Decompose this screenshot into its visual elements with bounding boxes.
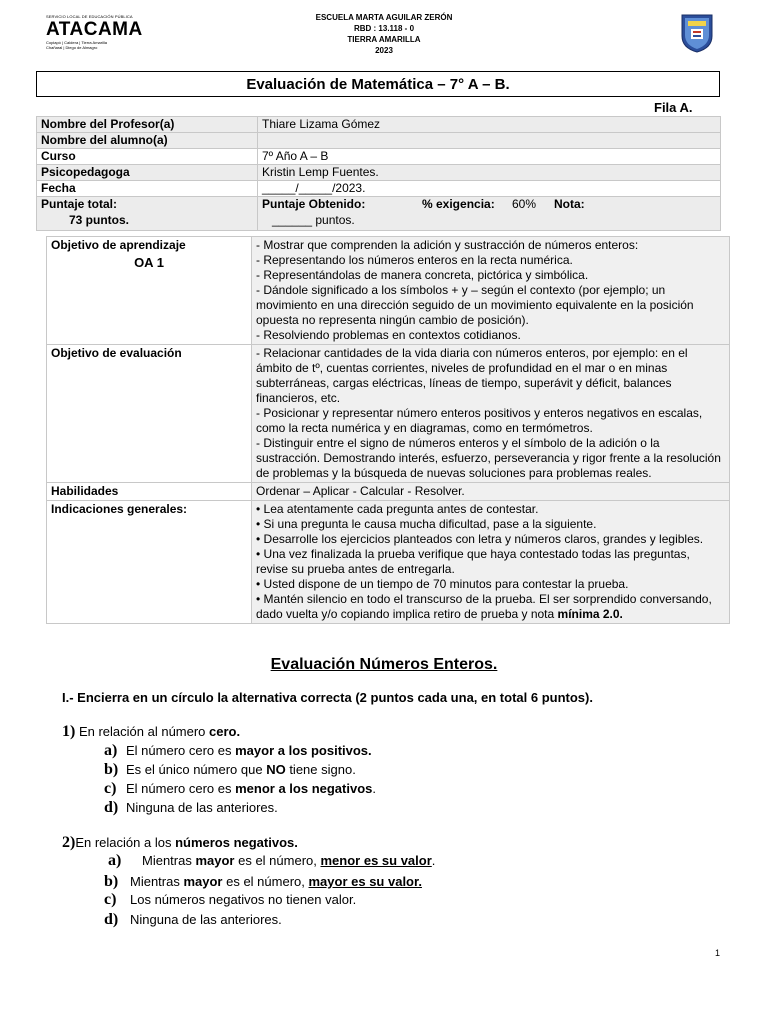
question-text-bold: cero. <box>209 724 241 739</box>
table-row <box>37 165 721 181</box>
question-2 <box>62 834 298 852</box>
option-letter: a) <box>108 852 122 869</box>
question-text: En relación al número <box>78 724 210 739</box>
table-row <box>37 133 721 149</box>
option-text: Ninguna de las anteriores. <box>126 800 278 815</box>
question-number: 2) <box>62 834 76 851</box>
list-item: • Si una pregunta le causa mucha dificultad, pase a la siguiente. <box>256 517 597 531</box>
psicopedagoga-value: Kristin Lemp Fuentes. <box>258 165 721 181</box>
list-item: - Resolviendo problemas en contextos cotidianos. <box>256 328 521 342</box>
option-letter: b) <box>104 873 119 890</box>
table-row <box>37 197 721 231</box>
exigencia-value: 60% <box>512 197 537 211</box>
option-text-bold: mayor <box>183 874 223 889</box>
table-row <box>47 345 730 483</box>
table-row <box>37 181 721 197</box>
logo-sub-line-1: Copiapó | Caldera | Tierra Amarilla <box>46 40 107 45</box>
fila-label: Fila A. <box>654 100 693 115</box>
logo-top-text: SERVICIO LOCAL DE EDUCACIÓN PÚBLICA <box>46 14 133 19</box>
option-text-bold: NO <box>266 762 286 777</box>
profesor-value: Thiare Lizama Gómez <box>258 117 721 133</box>
school-crest-icon <box>680 12 714 54</box>
option-text: Ninguna de las anteriores. <box>130 912 282 927</box>
indicaciones-label: Indicaciones generales: <box>47 501 252 624</box>
logo-brand <box>46 20 156 40</box>
question-text-bold: números negativos. <box>175 835 298 850</box>
list-item: - Distinguir entre el signo de números enteros y el símbolo de la adición o la sustracción. Demostrando interés, esfuerzo, perseverancia y rigor frente a la resolución de problemas y la búsqueda de nuevas soluciones para problemas reales. <box>256 436 721 480</box>
school-year: 2023 <box>375 46 393 55</box>
curso-label: Curso <box>37 149 258 165</box>
school-header <box>234 12 534 56</box>
school-rbd: RBD : 13.118 - 0 <box>353 24 415 33</box>
option-text: . <box>431 853 436 868</box>
profesor-label: Nombre del Profesor(a) <box>37 117 258 133</box>
alumno-label: Nombre del alumno(a) <box>37 133 258 149</box>
fecha-label: Fecha <box>37 181 258 197</box>
q1-option-b[interactable] <box>104 761 356 779</box>
table-row <box>47 483 730 501</box>
list-item: - Posicionar y representar número enteros positivos y enteros negativos en escalas, como la recta numérica y en diagramas, como en termómetros. <box>256 406 703 435</box>
option-text-bold: mayor a los positivos. <box>235 743 372 758</box>
option-text: Los números negativos no tienen valor. <box>130 892 357 907</box>
logo-sub-line-2: Chañaral | Diego de Almagro <box>46 45 98 50</box>
table-row <box>47 501 730 624</box>
curso-value: 7º Año A – B <box>258 149 721 165</box>
option-text: El número cero es <box>126 781 236 796</box>
objectives-table <box>46 236 730 624</box>
list-item: • Desarrolle los ejercicios planteados con letra y números claros, grandes y legibles. <box>256 532 704 546</box>
question-1 <box>62 723 240 741</box>
option-text: Mientras <box>130 874 184 889</box>
option-text: Mientras <box>142 853 196 868</box>
option-letter: a) <box>104 742 118 759</box>
q2-option-a[interactable] <box>108 852 435 870</box>
list-item <box>256 592 725 622</box>
list-item: - Dándole significado a los símbolos + y – según el contexto (por ejemplo; un movimiento en una dirección seguido de un movimiento equivalente en la posición opuesta no representa ningún cambio de posición). <box>256 283 694 327</box>
school-city: TIERRA AMARILLA <box>347 35 421 44</box>
option-text-bold: mayor <box>195 853 235 868</box>
option-text-bold: menor a los negativos <box>235 781 373 796</box>
indicaciones-last-bold: mínima 2.0. <box>557 607 623 621</box>
exigencia-label: % exigencia: <box>422 197 495 211</box>
logo-brand-text: ATACAMA <box>46 19 143 40</box>
option-text-underlined: menor es su valor <box>320 853 432 868</box>
list-item: • Lea atentamente cada pregunta antes de contestar. <box>256 502 539 516</box>
q2-option-d[interactable] <box>104 911 282 929</box>
option-text: es el número, <box>222 874 309 889</box>
q2-option-b[interactable] <box>104 873 422 891</box>
evaluacion-label: Objetivo de evaluación <box>47 345 252 483</box>
section-instruction: I.- Encierra en un círculo la alternativa correcta (2 puntos cada una, en total 6 puntos). <box>62 690 593 705</box>
puntaje-obtenido-label: Puntaje Obtenido: <box>262 197 366 211</box>
q1-option-a[interactable] <box>104 742 372 760</box>
puntaje-obtenido-field[interactable]: ______ puntos. <box>272 213 355 227</box>
list-item: • Una vez finalizada la prueba verifique que haya contestado todas las preguntas, revise su prueba antes de entregarla. <box>256 547 690 576</box>
school-name: ESCUELA MARTA AGUILAR ZERÓN <box>315 13 453 22</box>
aprendizaje-label: Objetivo de aprendizaje <box>51 238 186 252</box>
slep-atacama-logo <box>46 14 156 50</box>
puntaje-total-label: Puntaje total: <box>41 197 118 211</box>
evaluacion-content <box>252 345 730 483</box>
table-row <box>47 237 730 345</box>
puntaje-total-cell <box>37 197 258 231</box>
indicaciones-last-text: • Mantén silencio en todo el transcurso de la prueba. El ser sorprendido conversando, dado vuelta y/o copiando implica retiro de prueba y nota <box>256 592 712 621</box>
question-number: 1) <box>62 723 76 740</box>
list-item: - Representándolas de manera concreta, pictórica y simbólica. <box>256 268 589 282</box>
option-text: El número cero es <box>126 743 236 758</box>
option-letter: d) <box>104 911 119 928</box>
option-text: Es el único número que <box>126 762 267 777</box>
option-text: es el número, <box>234 853 321 868</box>
q2-option-c[interactable] <box>104 891 356 909</box>
aprendizaje-cell <box>47 237 252 345</box>
option-text: . <box>372 781 376 796</box>
puntaje-total-value: 73 puntos. <box>69 213 130 227</box>
exam-title: Evaluación de Matemática – 7° A – B. <box>36 71 720 97</box>
list-item: • Usted dispone de un tiempo de 70 minutos para contestar la prueba. <box>256 577 629 591</box>
habilidades-label: Habilidades <box>47 483 252 501</box>
psicopedagoga-label: Psicopedagoga <box>37 165 258 181</box>
section-title: Evaluación Números Enteros. <box>270 656 498 673</box>
fecha-field[interactable]: _____/_____/2023. <box>258 181 721 197</box>
page-number: 1 <box>715 948 721 958</box>
option-letter: b) <box>104 761 119 778</box>
table-row <box>37 117 721 133</box>
aprendizaje-content <box>252 237 730 345</box>
alumno-field[interactable] <box>258 133 721 149</box>
option-letter: c) <box>104 891 117 908</box>
habilidades-value: Ordenar – Aplicar - Calcular - Resolver. <box>252 483 730 501</box>
indicaciones-content <box>252 501 730 624</box>
table-row <box>37 149 721 165</box>
student-info-table <box>36 116 721 231</box>
oa-code: OA 1 <box>134 255 164 270</box>
q1-option-d[interactable] <box>104 799 278 817</box>
option-letter: c) <box>104 780 117 797</box>
option-text-underlined: mayor es su valor. <box>308 874 422 889</box>
puntaje-obtenido-cell <box>258 197 721 231</box>
list-item: - Mostrar que comprenden la adición y sustracción de números enteros: <box>256 238 639 252</box>
nota-label: Nota: <box>554 197 585 211</box>
option-text: tiene signo. <box>285 762 356 777</box>
list-item: - Relacionar cantidades de la vida diaria con números enteros, por ejemplo: en el ámbito de tº, cuentas corrientes, niveles de profundidad en el mar o en minas subterráneas, cargas eléctricas, líneas de tiempo, superávit y déficit, balances financieros, etc. <box>256 346 688 405</box>
list-item: - Representando los números enteros en la recta numérica. <box>256 253 573 267</box>
q1-option-c[interactable] <box>104 780 376 798</box>
question-text: En relación a los <box>75 835 176 850</box>
option-letter: d) <box>104 799 119 816</box>
